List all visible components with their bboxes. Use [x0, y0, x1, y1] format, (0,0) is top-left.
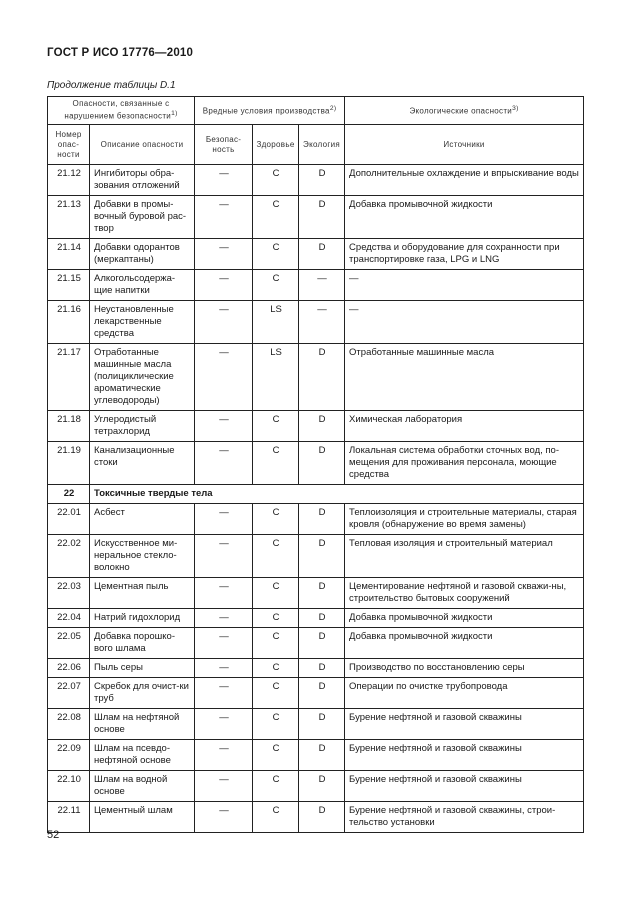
health-column-header: Здоровье — [253, 125, 299, 165]
hazard-number-cell: 21.14 — [48, 239, 90, 270]
health-cell: C — [253, 504, 299, 535]
health-cell: LS — [253, 301, 299, 344]
hazard-number-cell: 21.18 — [48, 411, 90, 442]
hazard-description-cell: Натрий гидохлорид — [90, 609, 195, 628]
section-title: Токсичные твердые тела — [90, 485, 584, 504]
hazard-number-cell: 22.10 — [48, 771, 90, 802]
table-row — [48, 442, 584, 485]
hazard-number-cell: 22.02 — [48, 535, 90, 578]
source-cell: Добавка промывочной жидкости — [345, 628, 584, 659]
health-cell: C — [253, 709, 299, 740]
hazard-description-cell: Шлам на псевдо-нефтяной основе — [90, 740, 195, 771]
health-cell: C — [253, 535, 299, 578]
ecology-cell: D — [299, 196, 345, 239]
table-row — [48, 678, 584, 709]
source-cell: Операции по очистке трубопровода — [345, 678, 584, 709]
source-cell: Теплоизоляция и строительные материалы, старая кровля (обнаружение во время замены) — [345, 504, 584, 535]
ecology-cell: D — [299, 709, 345, 740]
table-row — [48, 535, 584, 578]
safety-cell: — — [195, 659, 253, 678]
source-cell: Бурение нефтяной и газовой скважины — [345, 740, 584, 771]
hazards-table — [47, 96, 584, 833]
safety-cell: — — [195, 344, 253, 411]
health-cell: C — [253, 609, 299, 628]
source-cell: Цементирование нефтяной и газовой скважи-ны, строительство бытовых сооружений — [345, 578, 584, 609]
description-column-header: Описание опасности — [90, 125, 195, 165]
safety-cell: — — [195, 709, 253, 740]
harmful-group-header: Вредные условия производства$^{2)}$ — [195, 97, 345, 125]
hazard-description-cell: Отработанные машинные масла (полициклические ароматические углеводороды) — [90, 344, 195, 411]
hazard-description-cell: Скребок для очист-ки труб — [90, 678, 195, 709]
hazard-description-cell: Неустановленные лекарственные средства — [90, 301, 195, 344]
safety-cell: — — [195, 239, 253, 270]
ecology-cell: D — [299, 442, 345, 485]
health-cell: C — [253, 802, 299, 833]
table-row — [48, 659, 584, 678]
ecology-cell: D — [299, 802, 345, 833]
page-number: 52 — [47, 829, 60, 841]
page-title: ГОСТ Р ИСО 17776—2010 — [47, 47, 194, 59]
safety-cell: — — [195, 628, 253, 659]
table-row — [48, 344, 584, 411]
hazard-number-cell: 22.05 — [48, 628, 90, 659]
table-row — [48, 411, 584, 442]
table-row — [48, 196, 584, 239]
table-row — [48, 609, 584, 628]
hazard-description-cell: Алкогольсодержа-щие напитки — [90, 270, 195, 301]
safety-cell: — — [195, 504, 253, 535]
hazard-description-cell: Шлам на водной основе — [90, 771, 195, 802]
safety-cell: — — [195, 609, 253, 628]
health-cell: C — [253, 270, 299, 301]
table-sub-header-row — [48, 125, 584, 165]
safety-cell: — — [195, 411, 253, 442]
table-row — [48, 270, 584, 301]
ecology-cell: D — [299, 504, 345, 535]
health-cell: C — [253, 442, 299, 485]
safety-cell: — — [195, 301, 253, 344]
health-cell: C — [253, 628, 299, 659]
hazard-number-cell: 22.08 — [48, 709, 90, 740]
section-number: 22 — [48, 485, 90, 504]
table-caption: Продолжение таблицы D.1 — [47, 80, 176, 91]
number-column-header: Номер опас-ности — [48, 125, 90, 165]
hazard-number-cell: 21.17 — [48, 344, 90, 411]
hazard-description-cell: Канализационные стоки — [90, 442, 195, 485]
table-row — [48, 740, 584, 771]
safety-cell: — — [195, 578, 253, 609]
hazard-description-cell: Добавки одорантов (меркаптаны) — [90, 239, 195, 270]
hazard-description-cell: Добавки в промы-вочный буровой рас-твор — [90, 196, 195, 239]
table-row — [48, 239, 584, 270]
hazard-description-cell: Асбест — [90, 504, 195, 535]
ecology-cell: D — [299, 628, 345, 659]
safety-cell: — — [195, 196, 253, 239]
source-cell: Производство по восстановлению серы — [345, 659, 584, 678]
ecology-cell: D — [299, 535, 345, 578]
safety-cell: — — [195, 442, 253, 485]
ecology-cell: — — [299, 301, 345, 344]
table-row — [48, 504, 584, 535]
source-cell: Бурение нефтяной и газовой скважины — [345, 709, 584, 740]
hazards-group-header: Опасности, связанные с нарушением безопасности$^{1)}$ — [48, 97, 195, 125]
table-group-header-row — [48, 97, 584, 125]
ecology-cell: D — [299, 411, 345, 442]
safety-column-header: Безопас-ность — [195, 125, 253, 165]
source-cell: — — [345, 270, 584, 301]
source-cell: Средства и оборудование для сохранности при транспортировке газа, LPG и LNG — [345, 239, 584, 270]
source-cell: Химическая лаборатория — [345, 411, 584, 442]
ecology-cell: D — [299, 344, 345, 411]
source-cell: Тепловая изоляция и строительный материал — [345, 535, 584, 578]
health-cell: C — [253, 678, 299, 709]
table-row — [48, 709, 584, 740]
section-row — [48, 485, 584, 504]
source-cell: Отработанные машинные масла — [345, 344, 584, 411]
health-cell: LS — [253, 344, 299, 411]
hazard-description-cell: Ингибиторы обра-зования отложений — [90, 165, 195, 196]
health-cell: C — [253, 196, 299, 239]
ecology-cell: D — [299, 239, 345, 270]
hazard-number-cell: 21.12 — [48, 165, 90, 196]
ecology-cell: D — [299, 678, 345, 709]
sources-column-header: Источники — [345, 125, 584, 165]
safety-cell: — — [195, 535, 253, 578]
table-row — [48, 301, 584, 344]
hazard-number-cell: 22.07 — [48, 678, 90, 709]
health-cell: C — [253, 239, 299, 270]
table-body-22 — [48, 504, 584, 833]
safety-cell: — — [195, 270, 253, 301]
hazard-number-cell: 22.01 — [48, 504, 90, 535]
safety-cell: — — [195, 740, 253, 771]
hazard-description-cell: Пыль серы — [90, 659, 195, 678]
health-cell: C — [253, 578, 299, 609]
source-cell: — — [345, 301, 584, 344]
table-body-21 — [48, 165, 584, 485]
hazard-description-cell: Углеродистый тетрахлорид — [90, 411, 195, 442]
hazard-description-cell: Цементный шлам — [90, 802, 195, 833]
ecology-cell: D — [299, 609, 345, 628]
source-cell: Бурение нефтяной и газовой скважины, строи-тельство установки — [345, 802, 584, 833]
hazard-number-cell: 21.19 — [48, 442, 90, 485]
source-cell: Дополнительные охлаждение и впрыскивание воды — [345, 165, 584, 196]
source-cell: Локальная система обработки сточных вод, по-мещения для проживания персонала, моющие средства — [345, 442, 584, 485]
ecology-cell: D — [299, 165, 345, 196]
table-row — [48, 802, 584, 833]
ecology-column-header: Экология — [299, 125, 345, 165]
health-cell: C — [253, 659, 299, 678]
hazard-number-cell: 22.04 — [48, 609, 90, 628]
hazard-number-cell: 21.13 — [48, 196, 90, 239]
safety-cell: — — [195, 802, 253, 833]
table-row — [48, 578, 584, 609]
health-cell: C — [253, 165, 299, 196]
hazard-description-cell: Добавка порошко-вого шлама — [90, 628, 195, 659]
health-cell: C — [253, 771, 299, 802]
hazard-number-cell: 22.09 — [48, 740, 90, 771]
safety-cell: — — [195, 678, 253, 709]
health-cell: C — [253, 411, 299, 442]
table-row — [48, 771, 584, 802]
ecology-cell: — — [299, 270, 345, 301]
table-row — [48, 165, 584, 196]
safety-cell: — — [195, 771, 253, 802]
hazard-description-cell: Искусственное ми-неральное стекло-волокно — [90, 535, 195, 578]
hazard-description-cell: Шлам на нефтяной основе — [90, 709, 195, 740]
ecology-cell: D — [299, 740, 345, 771]
source-cell: Бурение нефтяной и газовой скважины — [345, 771, 584, 802]
eco-group-header: Экологические опасности$^{3)}$ — [345, 97, 584, 125]
health-cell: C — [253, 740, 299, 771]
safety-cell: — — [195, 165, 253, 196]
ecology-cell: D — [299, 659, 345, 678]
source-cell: Добавка промывочной жидкости — [345, 196, 584, 239]
hazard-number-cell: 22.11 — [48, 802, 90, 833]
hazard-number-cell: 22.03 — [48, 578, 90, 609]
hazard-number-cell: 21.15 — [48, 270, 90, 301]
ecology-cell: D — [299, 578, 345, 609]
hazard-number-cell: 21.16 — [48, 301, 90, 344]
table-row — [48, 628, 584, 659]
source-cell: Добавка промывочной жидкости — [345, 609, 584, 628]
hazard-description-cell: Цементная пыль — [90, 578, 195, 609]
hazard-number-cell: 22.06 — [48, 659, 90, 678]
ecology-cell: D — [299, 771, 345, 802]
